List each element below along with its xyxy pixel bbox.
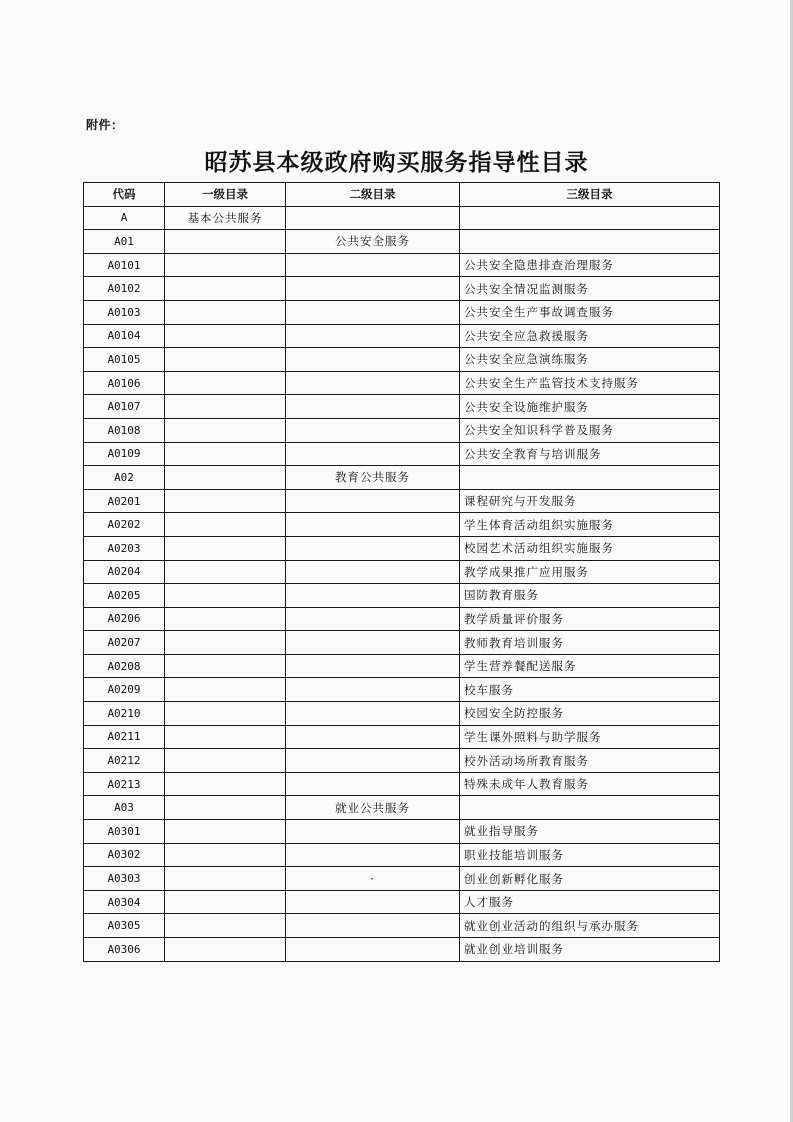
cell-code: A0212 (84, 749, 165, 773)
cell-level2 (286, 678, 460, 702)
cell-code: A0101 (84, 253, 165, 277)
table-row (84, 678, 720, 702)
cell-code: A0301 (84, 820, 165, 844)
cell-code: A0106 (84, 371, 165, 395)
cell-level1 (165, 820, 286, 844)
cell-level3: 公共安全设施维护服务 (460, 395, 720, 419)
table-row (84, 820, 720, 844)
cell-level2 (286, 560, 460, 584)
cell-code: A0202 (84, 513, 165, 537)
cell-level3: 校园安全防控服务 (460, 702, 720, 726)
cell-level2 (286, 772, 460, 796)
cell-level3: 职业技能培训服务 (460, 843, 720, 867)
cell-level2 (286, 584, 460, 608)
table-row (84, 938, 720, 962)
cell-level1 (165, 418, 286, 442)
cell-level2 (286, 820, 460, 844)
cell-level3: 课程研究与开发服务 (460, 489, 720, 513)
cell-code: A02 (84, 466, 165, 490)
table-row (84, 772, 720, 796)
table-row (84, 442, 720, 466)
table-header-row (84, 183, 720, 207)
table-row (84, 749, 720, 773)
cell-code: A0201 (84, 489, 165, 513)
cell-level1 (165, 890, 286, 914)
header-level1: 一级目录 (165, 183, 286, 207)
table-row (84, 560, 720, 584)
table-row (84, 725, 720, 749)
cell-level2 (286, 914, 460, 938)
cell-code: A0205 (84, 584, 165, 608)
cell-code: A0304 (84, 890, 165, 914)
table-row (84, 867, 720, 891)
cell-level3: 特殊未成年人教育服务 (460, 772, 720, 796)
cell-level3 (460, 796, 720, 820)
cell-level3: 公共安全知识科学普及服务 (460, 418, 720, 442)
cell-level2 (286, 395, 460, 419)
cell-level3: 公共安全应急演练服务 (460, 348, 720, 372)
cell-code: A0208 (84, 654, 165, 678)
table-row (84, 584, 720, 608)
cell-level3: 校园艺术活动组织实施服务 (460, 536, 720, 560)
cell-level3: 国防教育服务 (460, 584, 720, 608)
cell-level2 (286, 348, 460, 372)
cell-level2 (286, 749, 460, 773)
cell-code: A03 (84, 796, 165, 820)
cell-code: A0209 (84, 678, 165, 702)
table-row (84, 324, 720, 348)
cell-code: A0204 (84, 560, 165, 584)
table-row (84, 702, 720, 726)
cell-code: A0213 (84, 772, 165, 796)
cell-level1 (165, 230, 286, 254)
cell-level2 (286, 536, 460, 560)
cell-level1 (165, 725, 286, 749)
cell-level1 (165, 654, 286, 678)
table-row (84, 230, 720, 254)
cell-level1 (165, 607, 286, 631)
cell-level2 (286, 324, 460, 348)
cell-level2 (286, 489, 460, 513)
cell-level2 (286, 442, 460, 466)
attachment-label: 附件： (86, 118, 124, 132)
table-row (84, 513, 720, 537)
cell-level3: 学生营养餐配送服务 (460, 654, 720, 678)
cell-level1 (165, 772, 286, 796)
table-row (84, 466, 720, 490)
cell-level3 (460, 230, 720, 254)
cell-level2 (286, 725, 460, 749)
cell-level2 (286, 631, 460, 655)
catalog-table (83, 182, 720, 962)
cell-level3: 公共安全应急救援服务 (460, 324, 720, 348)
cell-level1 (165, 371, 286, 395)
cell-level1 (165, 395, 286, 419)
cell-level1 (165, 324, 286, 348)
cell-level3: 就业创业培训服务 (460, 938, 720, 962)
header-code: 代码 (84, 183, 165, 207)
cell-code: A0107 (84, 395, 165, 419)
cell-level1 (165, 513, 286, 537)
cell-level2 (286, 513, 460, 537)
cell-level2 (286, 702, 460, 726)
cell-level1 (165, 914, 286, 938)
cell-level3: 公共安全隐患排查治理服务 (460, 253, 720, 277)
cell-level3: 公共安全生产监管技术支持服务 (460, 371, 720, 395)
cell-level1 (165, 277, 286, 301)
table-row (84, 890, 720, 914)
cell-level1 (165, 253, 286, 277)
cell-level1 (165, 938, 286, 962)
cell-level1 (165, 442, 286, 466)
table-row (84, 277, 720, 301)
table-row (84, 395, 720, 419)
cell-code: A0305 (84, 914, 165, 938)
header-level2: 二级目录 (286, 183, 460, 207)
cell-code: A0210 (84, 702, 165, 726)
cell-level1 (165, 867, 286, 891)
cell-level1 (165, 489, 286, 513)
table-row (84, 300, 720, 324)
cell-code: A0109 (84, 442, 165, 466)
cell-level1 (165, 560, 286, 584)
cell-level3: 教学成果推广应用服务 (460, 560, 720, 584)
cell-level3 (460, 206, 720, 230)
cell-level1: 基本公共服务 (165, 206, 286, 230)
cell-level1 (165, 749, 286, 773)
cell-code: A0302 (84, 843, 165, 867)
cell-level1 (165, 348, 286, 372)
cell-level3: 人才服务 (460, 890, 720, 914)
cell-level2 (286, 843, 460, 867)
table-row (84, 796, 720, 820)
cell-level3: 教学质量评价服务 (460, 607, 720, 631)
cell-code: A0102 (84, 277, 165, 301)
table-row (84, 489, 720, 513)
table-row (84, 654, 720, 678)
cell-level3: 公共安全情况监测服务 (460, 277, 720, 301)
cell-level1 (165, 796, 286, 820)
cell-level1 (165, 702, 286, 726)
cell-level2: 教育公共服务 (286, 466, 460, 490)
table-row (84, 206, 720, 230)
cell-code: A (84, 206, 165, 230)
cell-level2: 就业公共服务 (286, 796, 460, 820)
cell-level2 (286, 654, 460, 678)
table-row (84, 607, 720, 631)
cell-level1 (165, 631, 286, 655)
cell-code: A0206 (84, 607, 165, 631)
cell-level3: 校外活动场所教育服务 (460, 749, 720, 773)
cell-level3: 就业指导服务 (460, 820, 720, 844)
cell-code: A0105 (84, 348, 165, 372)
document-title: 昭苏县本级政府购买服务指导性目录 (204, 149, 589, 176)
table-row (84, 843, 720, 867)
cell-code: A0306 (84, 938, 165, 962)
cell-code: A0104 (84, 324, 165, 348)
table-row (84, 253, 720, 277)
cell-level1 (165, 300, 286, 324)
table-row (84, 371, 720, 395)
cell-level3: 公共安全教育与培训服务 (460, 442, 720, 466)
table-row (84, 631, 720, 655)
cell-code: A0103 (84, 300, 165, 324)
table-row (84, 418, 720, 442)
cell-level2 (286, 371, 460, 395)
cell-level3 (460, 466, 720, 490)
cell-level1 (165, 536, 286, 560)
cell-level3: 学生体育活动组织实施服务 (460, 513, 720, 537)
table-body (84, 206, 720, 961)
cell-code: A0303 (84, 867, 165, 891)
cell-level1 (165, 584, 286, 608)
cell-level2 (286, 607, 460, 631)
table-row (84, 348, 720, 372)
cell-level3: 校车服务 (460, 678, 720, 702)
cell-code: A0211 (84, 725, 165, 749)
cell-level3: 公共安全生产事故调查服务 (460, 300, 720, 324)
cell-level2 (286, 277, 460, 301)
cell-level2: · (286, 867, 460, 891)
cell-code: A0108 (84, 418, 165, 442)
cell-level2 (286, 418, 460, 442)
cell-level1 (165, 466, 286, 490)
table-row (84, 914, 720, 938)
cell-level2: 公共安全服务 (286, 230, 460, 254)
cell-level1 (165, 678, 286, 702)
cell-level3: 就业创业活动的组织与承办服务 (460, 914, 720, 938)
cell-code: A01 (84, 230, 165, 254)
header-level3: 三级目录 (460, 183, 720, 207)
cell-code: A0203 (84, 536, 165, 560)
cell-code: A0207 (84, 631, 165, 655)
cell-level2 (286, 300, 460, 324)
cell-level3: 教师教育培训服务 (460, 631, 720, 655)
cell-level2 (286, 938, 460, 962)
cell-level1 (165, 843, 286, 867)
table-row (84, 536, 720, 560)
cell-level3: 创业创新孵化服务 (460, 867, 720, 891)
cell-level2 (286, 253, 460, 277)
cell-level2 (286, 890, 460, 914)
cell-level3: 学生课外照料与助学服务 (460, 725, 720, 749)
cell-level2 (286, 206, 460, 230)
